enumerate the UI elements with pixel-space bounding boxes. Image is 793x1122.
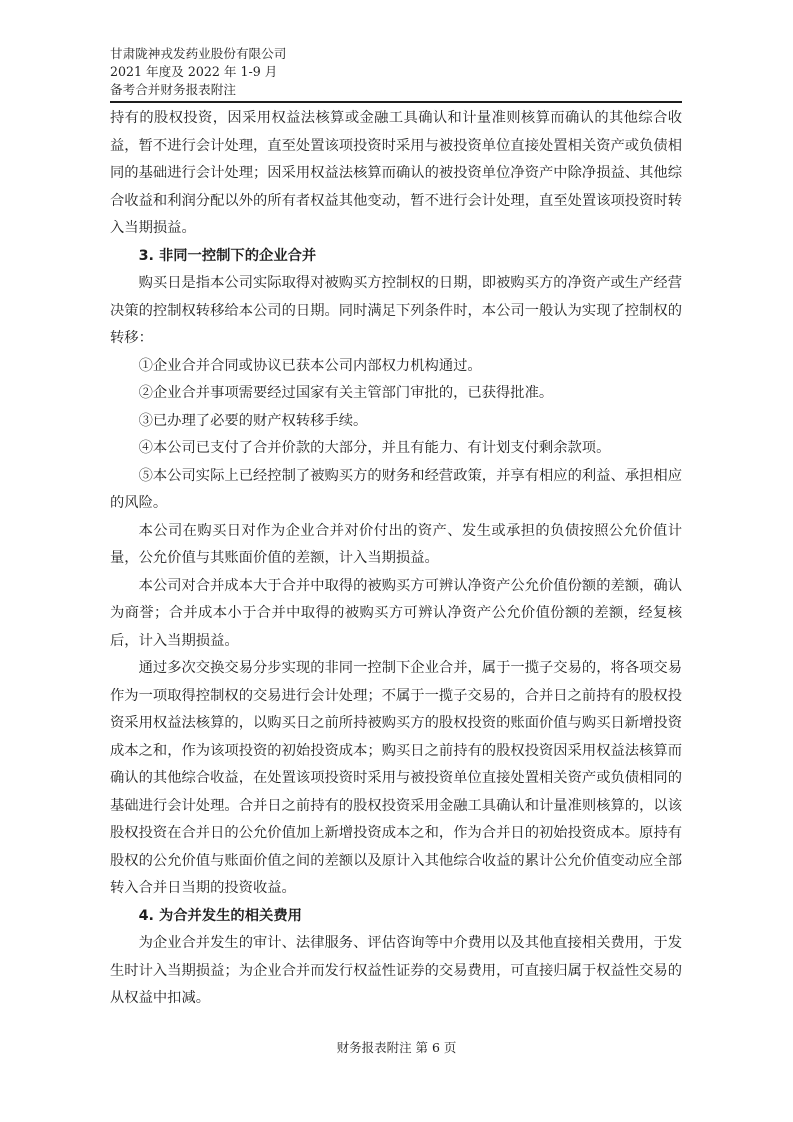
section-heading-4: 4. 为合并发生的相关费用 [138,907,302,924]
document-header [110,45,682,99]
page-footer: 财务报表附注 第 6 页 [336,1040,457,1055]
paragraph: 通过多次交换交易分步实现的非同一控制下企业合并，属于一揽子交易的，将各项交易作为一项取得控制权的交易进行会计处理；不属于一揽子交易的，合并日之前持有的股权投资采用权益法核算的，以购买日之前所持被购买方的股权投资的账面价值与购买日新增投资成本之和，作为该项投资的初始投资成本；购买日之前持有的股权投资因采用权益法核算而确认的其他综合收益，在处置该项投资时采用与被投资单位直接处置相关资产或负债相同的基础进行会计处理。合并日之前持有的股权投资采用金融工具确认和计量准则核算的，以该股权投资在合并日的公允价值加上新增投资成本之和，作为合并日的初始投资成本。原持有股权的公允价值与账面价值之间的差额以及原计入其他综合收益的累计公允价值变动应全部转入合并日当期的投资收益。 [110,660,682,896]
list-item-3: ③已办理了必要的财产权转移手续。 [138,412,368,429]
section-heading-3: 3. 非同一控制下的企业合并 [138,247,317,264]
paragraph: 购买日是指本公司实际取得对被购买方控制权的日期，即被购买方的净资产或生产经营决策的控制权转移给本公司的日期。同时满足下列条件时，本公司一般认为实现了控制权的转移： [110,275,682,346]
document-title: 备考合并财务报表附注 [110,82,236,97]
header-divider [110,101,682,103]
list-item-2: ②企业合并事项需要经过国家有关主管部门审批的，已获得批准。 [138,385,554,401]
list-item-5: ⑤本公司实际上已经控制了被购买方的财务和经营政策，并享有相应的利益、承担相应的风险。 [110,467,682,511]
list-item-1: ①企业合并合同或协议已获本公司内部权力机构通过。 [138,357,482,374]
list-item-4: ④本公司已支付了合并价款的大部分，并且有能力、有计划支付剩余款项。 [138,440,611,456]
paragraph-continuation: 持有的股权投资，因采用权益法核算或金融工具确认和计量准则核算而确认的其他综合收益，暂不进行会计处理，直至处置该项投资时采用与被投资单位直接处置相关资产或负债相同的基础进行会计处理；因采用权益法核算而确认的被投资单位净资产中除净损益、其他综合收益和利润分配以外的所有者权益其他变动，暂不进行会计处理，直至处置该项投资时转入当期损益。 [110,110,682,236]
company-name: 甘肃陇神戎发药业股份有限公司 [110,46,287,61]
report-period: 2021 年度及 2022 年 1-9 月 [110,64,278,79]
paragraph: 为企业合并发生的审计、法律服务、评估咨询等中介费用以及其他直接相关费用，于发生时计入当期损益；为企业合并而发行权益性证券的交易费用，可直接归属于权益性交易的从权益中扣减。 [110,935,682,1006]
document-body [110,105,682,1013]
paragraph: 本公司对合并成本大于合并中取得的被购买方可辨认净资产公允价值份额的差额，确认为商誉；合并成本小于合并中取得的被购买方可辨认净资产公允价值份额的差额，经复核后，计入当期损益。 [110,577,682,649]
paragraph: 本公司在购买日对作为企业合并对价付出的资产、发生或承担的负债按照公允价值计量，公允价值与其账面价值的差额，计入当期损益。 [110,522,682,566]
